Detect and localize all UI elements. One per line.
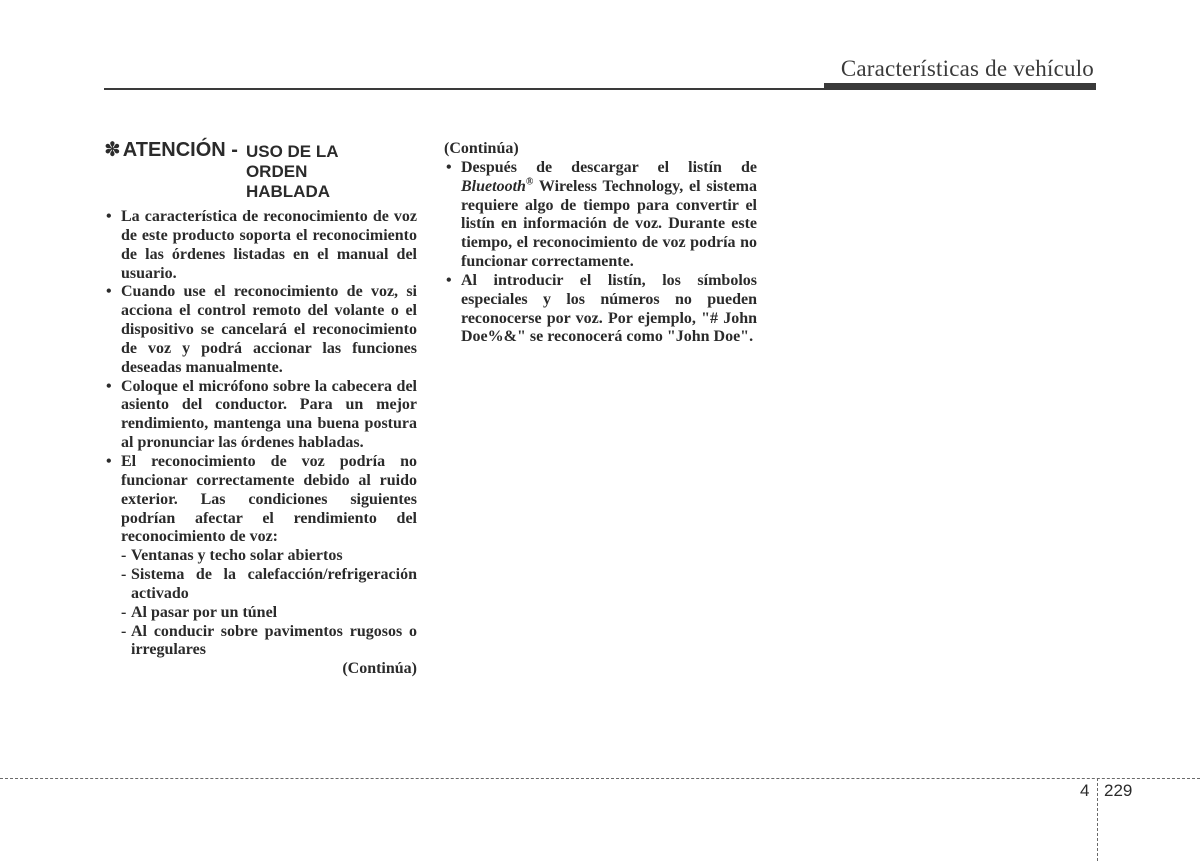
bullet-item <box>444 159 757 272</box>
page-header-title: Características de vehículo <box>840 56 1094 81</box>
condition-item <box>104 547 417 566</box>
footer-vertical-divider <box>1097 778 1098 861</box>
dash-marker: - <box>121 603 127 621</box>
condition-item <box>104 623 417 661</box>
header-rule-accent <box>824 83 1096 90</box>
page-number: 229 <box>1104 781 1133 800</box>
header-rule <box>104 88 824 90</box>
condition-text: Ventanas y techo solar abiertos <box>131 547 343 565</box>
footer-divider <box>0 778 1200 779</box>
attention-lead <box>104 140 238 160</box>
bullet-item: • Coloque el micrófono sobre la cabecera del asiento del conductor. Para un mejor rendimiento, mantenga una buena postura al pronunciar las órdenes habladas. <box>104 378 417 453</box>
attention-heading <box>104 140 417 202</box>
bullet-text: Wireless Technology, el sistema requiere algo de tiempo para convertir el listín en información de voz. Durante este tiempo, el reconocimiento de voz podría no funcionar correctamente. <box>461 177 757 271</box>
condition-text: Al pasar por un túnel <box>131 603 278 621</box>
condition-item <box>104 566 417 604</box>
bullet-item: • El reconocimiento de voz podría no funcionar correctamente debido al ruido exterior. Las condiciones siguientes podrían afectar el rendimiento del reconocimiento de voz: <box>104 453 417 547</box>
left-column <box>104 140 417 679</box>
bullet-text: Después de descargar el listín de <box>461 158 757 176</box>
attention-lead-text: ATENCIÓN - <box>122 139 238 161</box>
condition-item <box>104 604 417 623</box>
registered-mark: ® <box>525 176 534 188</box>
star-icon: ✽ <box>104 139 121 161</box>
condition-text: Sistema de la calefacción/refrigeración activado <box>131 566 417 602</box>
right-column <box>444 140 757 347</box>
dash-marker: - <box>121 622 127 640</box>
bullet-item: • La característica de reconocimiento de voz de este producto soporta el reconocimiento de las órdenes listadas en el manual del usuario. <box>104 208 417 283</box>
dash-marker: - <box>121 566 127 584</box>
continued-note: (Continúa) <box>342 660 417 678</box>
bluetooth-term: Bluetooth <box>461 177 526 195</box>
attention-subtitle: USO DE LA ORDEN HABLADA <box>245 142 338 201</box>
bullet-item: • Al introducir el listín, los símbolos especiales y los números no pueden reconocerse por voz. Por ejemplo, "# John Doe%&" se reconocerá como "John Doe". <box>444 272 757 347</box>
condition-text: Al conducir sobre pavimentos rugosos o irregulares <box>131 622 417 659</box>
section-number: 4 <box>1080 781 1090 800</box>
continued-heading: (Continúa) <box>444 140 519 157</box>
bullet-item: • Cuando use el reconocimiento de voz, si acciona el control remoto del volante o el dispositivo se cancelará el reconocimiento de voz y podrá accionar las funciones deseadas manualmente. <box>104 283 417 377</box>
dash-marker: - <box>121 547 127 565</box>
